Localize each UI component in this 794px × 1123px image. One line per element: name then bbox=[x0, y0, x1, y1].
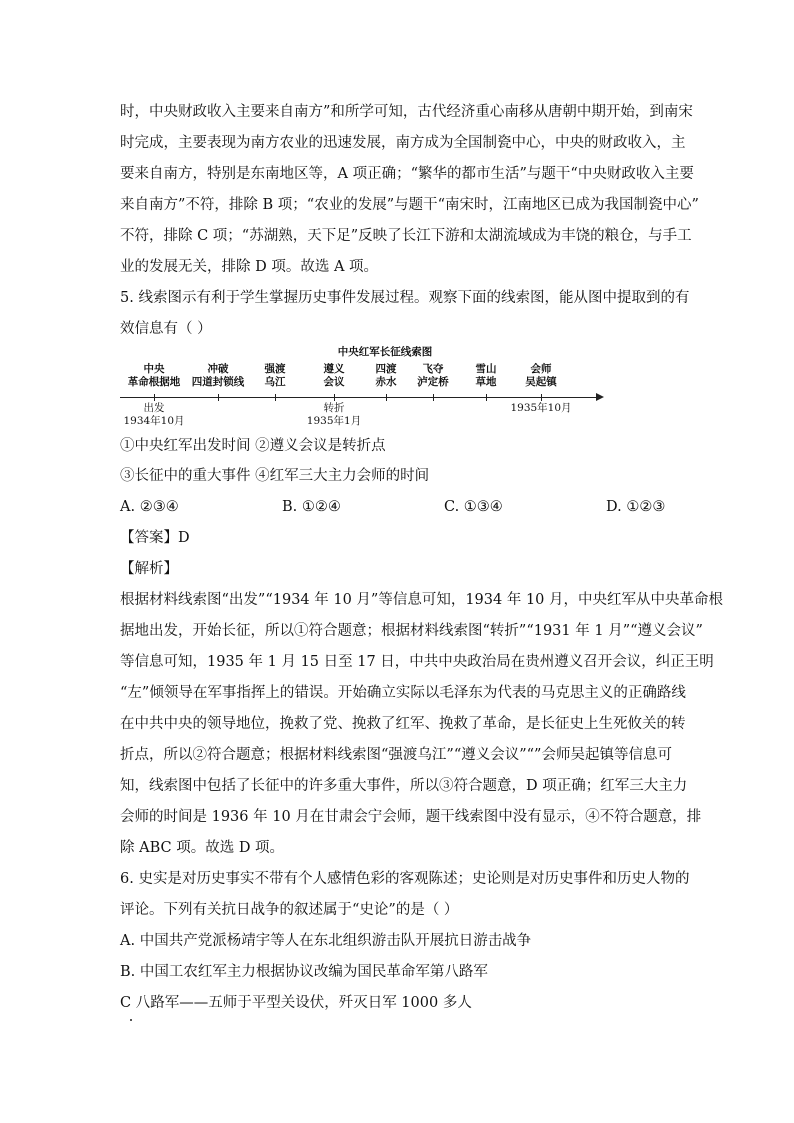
analysis-line: 知，线索图中包括了长征中的许多重大事件，所以③符合题意，D 项正确；红军三大主力 bbox=[120, 778, 688, 794]
timeline-tick bbox=[334, 394, 335, 401]
option-b[interactable]: B. ①②④ bbox=[282, 499, 341, 515]
option-d[interactable]: D. ①②③ bbox=[606, 499, 666, 515]
timeline-event: 遵义 会议 bbox=[323, 363, 345, 388]
stray-mark bbox=[130, 1019, 132, 1021]
analysis-line: 根据材料线索图“出发”“1934 年 10 月”等信息可知，1934 年 10 月，中央红军从中央革命根 bbox=[120, 592, 724, 608]
timeline-arrow bbox=[596, 393, 604, 401]
option-b[interactable]: B. 中国工农红军主力根据协议改编为国民革命军第八路军 bbox=[120, 964, 488, 980]
timeline-date: 出发 1934年10月 bbox=[123, 402, 185, 427]
timeline-event: 雪山 草地 bbox=[475, 363, 497, 388]
answer: 【答案】D bbox=[120, 530, 190, 546]
long-march-timeline bbox=[120, 345, 610, 431]
option-c[interactable]: C. ①③④ bbox=[444, 499, 503, 515]
timeline-date: 转折 1935年1月 bbox=[306, 402, 362, 427]
timeline-event: 四渡 赤水 bbox=[375, 363, 397, 388]
paragraph-line: 来自南方”不符，排除 B 项；“农业的发展”与题干“南宋时，江南地区已成为我国制瓷中心” bbox=[120, 197, 699, 213]
analysis-line: 会师的时间是 1936 年 10 月在甘肃会宁会师，题干线索图中没有显示，④不符合题意，排 bbox=[120, 809, 702, 825]
timeline-tick bbox=[218, 394, 219, 401]
option-a[interactable]: A. 中国共产党派杨靖宇等人在东北组织游击队开展抗日游击战争 bbox=[120, 933, 532, 949]
paragraph-line: 业的发展无关，排除 D 项。故选 A 项。 bbox=[120, 259, 379, 275]
analysis-line: 除 ABC 项。故选 D 项。 bbox=[120, 840, 285, 856]
analysis-line: 据地出发，开始长征，所以①符合题意；根据材料线索图“转折”“1931 年 1 月”“遵义会议” bbox=[120, 623, 703, 639]
question-6-stem: 评论。下列有关抗日战争的叙述属于“史论”的是（ ） bbox=[120, 902, 459, 918]
timeline-event: 会师 吴起镇 bbox=[525, 363, 557, 388]
question-5-statement: ③长征中的重大事件 ④红军三大主力会师的时间 bbox=[120, 468, 430, 484]
paragraph-line: 要来自南方，特别是东南地区等，A 项正确；“繁华的都市生活”与题干“中央财政收入主要 bbox=[120, 166, 694, 182]
option-c[interactable]: C 八路军——五师于平型关设伏，歼灭日军 1000 多人 bbox=[120, 995, 472, 1011]
timeline-date: 1935年10月 bbox=[510, 402, 572, 414]
paragraph-line: 时，中央财政收入主要来自南方”和所学可知，古代经济重心南移从唐朝中期开始，到南宋 bbox=[120, 104, 693, 120]
paragraph-line: 不符，排除 C 项；“苏湖熟，天下足”反映了长江下游和太湖流域成为丰饶的粮仓，与手工 bbox=[120, 228, 692, 244]
question-5-statement: ①中央红军出发时间 ②遵义会议是转折点 bbox=[120, 438, 386, 454]
timeline-tick bbox=[386, 394, 387, 401]
timeline-tick bbox=[433, 394, 434, 401]
timeline-axis bbox=[120, 397, 598, 398]
timeline-event: 强渡 乌江 bbox=[264, 363, 286, 388]
timeline-event: 飞夺 泸定桥 bbox=[417, 363, 449, 388]
timeline-event: 中央 革命根据地 bbox=[127, 363, 181, 388]
paragraph-line: 时完成，主要表现为南方农业的迅速发展，南方成为全国制瓷中心，中央的财政收入，主 bbox=[120, 135, 686, 151]
question-5-stem: 5. 线索图示有利于学生掌握历史事件发展过程。观察下面的线索图，能从图中提取到的有 bbox=[120, 290, 690, 306]
timeline-tick bbox=[275, 394, 276, 401]
analysis-label: 【解析】 bbox=[120, 561, 178, 577]
timeline-event: 冲破 四道封锁线 bbox=[191, 363, 245, 388]
analysis-line: 折点，所以②符合题意；根据材料线索图“强渡乌江”“遵义会议”“”会师吴起镇等信息可 bbox=[120, 747, 672, 763]
analysis-line: 在中共中央的领导地位，挽救了党、挽救了红军、挽救了革命，是长征史上生死攸关的转 bbox=[120, 716, 686, 732]
question-5-stem: 效信息有（ ） bbox=[120, 321, 212, 337]
timeline-tick bbox=[541, 394, 542, 401]
analysis-line: “左”倾领导在军事指挥上的错误。开始确立实际以毛泽东为代表的马克思主义的正确路线 bbox=[120, 685, 686, 701]
timeline-tick bbox=[154, 394, 155, 401]
timeline-title: 中央红军长征线索图 bbox=[337, 346, 433, 358]
option-a[interactable]: A. ②③④ bbox=[120, 499, 179, 515]
timeline-tick bbox=[486, 394, 487, 401]
analysis-line: 等信息可知，1935 年 1 月 15 日至 17 日，中共中央政治局在贵州遵义召开会议，纠正王明 bbox=[120, 654, 714, 670]
question-6-stem: 6. 史实是对历史事实不带有个人感情色彩的客观陈述；史论则是对历史事件和历史人物的 bbox=[120, 871, 690, 887]
